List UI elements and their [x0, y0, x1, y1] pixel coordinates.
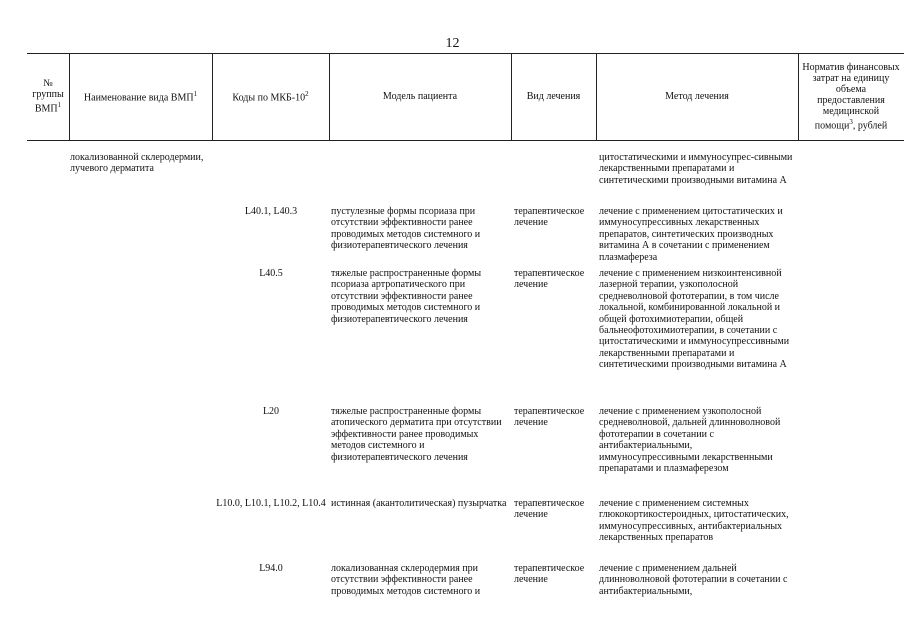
method-cell: лечение с применением низкоинтенсивной лазерной терапии, узкополосной средневолновой фототерапии, в том числе локальной, комбинированной локальной и общей фотохимиотерапии, общей бальнеофотохимиотерапии, в сочетании с цитостатическими и иммуносупрессивными лекарственными препаратами и синтетическими производными витамина А [599, 268, 790, 371]
patient-model-cell: локализованная склеродермия при отсутствии эффективности ранее проводимых методов системного и [331, 563, 481, 597]
header-method: Метод лечения [665, 91, 729, 102]
method-cell: цитостатическими и иммуносупрес-сивными лекарственными препаратами и синтетическими производными витамина А [599, 152, 793, 186]
header-norm: Норматив финансовых затрат на единицу объема предоставления медицинской помощи$^3$, рублей [802, 61, 900, 132]
header-codes: Коды по МКБ-$10^2$ [232, 90, 309, 104]
patient-model-cell: истинная (акантолитическая) пузырчатка [331, 498, 507, 509]
vmp-name-cell: локализованной склеродермии, лучевого дерматита [70, 152, 204, 175]
page-number: 12 [445, 36, 460, 51]
treatment-type-cell: терапевтическое лечение [514, 498, 585, 521]
patient-model-cell: тяжелые распространенные формы псориаза артропатического при отсутствии эффективности ранее проводимых методов системного и физиотерапевтического лечения [331, 268, 482, 325]
method-cell: лечение с применением узкополосной средневолновой, дальней длинноволновой фототерапии в сочетании с антибактериальными, иммуносупрессивными лекарственными препаратами и плазмаферезом [599, 406, 781, 475]
header-name: Наименование вида ВМП$^1$ [83, 90, 198, 104]
method-cell: лечение с применением цитостатических и иммуносупрессивных лекарственных препаратов, синтетических производных витамина А в сочетании с применением плазмафереза [599, 206, 783, 263]
method-cell: лечение с применением дальней длинноволновой фототерапии в сочетании с антибактериальными, [599, 563, 788, 597]
header-model: Модель пациента [382, 91, 458, 102]
icd-code-cell: L40.5 [259, 268, 283, 279]
icd-code-cell: L40.1, L40.3 [244, 206, 298, 217]
treatment-type-cell: терапевтическое лечение [514, 406, 585, 429]
icd-code-cell: L10.0, L10.1, L10.2, L10.4 [216, 498, 326, 509]
method-cell: лечение с применением системных глюкокортикостероидных, цитостатических, иммуносупрессивных, антибактериальных лекарственных препаратов [599, 498, 789, 544]
treatment-type-cell: терапевтическое лечение [514, 206, 585, 229]
header-group: № группы ВМП$^1$ [32, 78, 64, 115]
patient-model-cell: тяжелые распространенные формы атопического дерматита при отсутствии эффективности ранее проводимых методов системного и физиотерапевтического лечения [331, 406, 502, 463]
patient-model-cell: пустулезные формы псориаза при отсутствии эффективности ранее проводимых методов системного и физиотерапевтического лечения [331, 206, 481, 252]
header-bottom-rule [27, 140, 904, 141]
icd-code-cell: L94.0 [259, 563, 283, 574]
header-type: Вид лечения [526, 91, 581, 102]
icd-code-cell: L20 [262, 406, 280, 417]
treatment-type-cell: терапевтическое лечение [514, 268, 585, 291]
treatment-type-cell: терапевтическое лечение [514, 563, 585, 586]
